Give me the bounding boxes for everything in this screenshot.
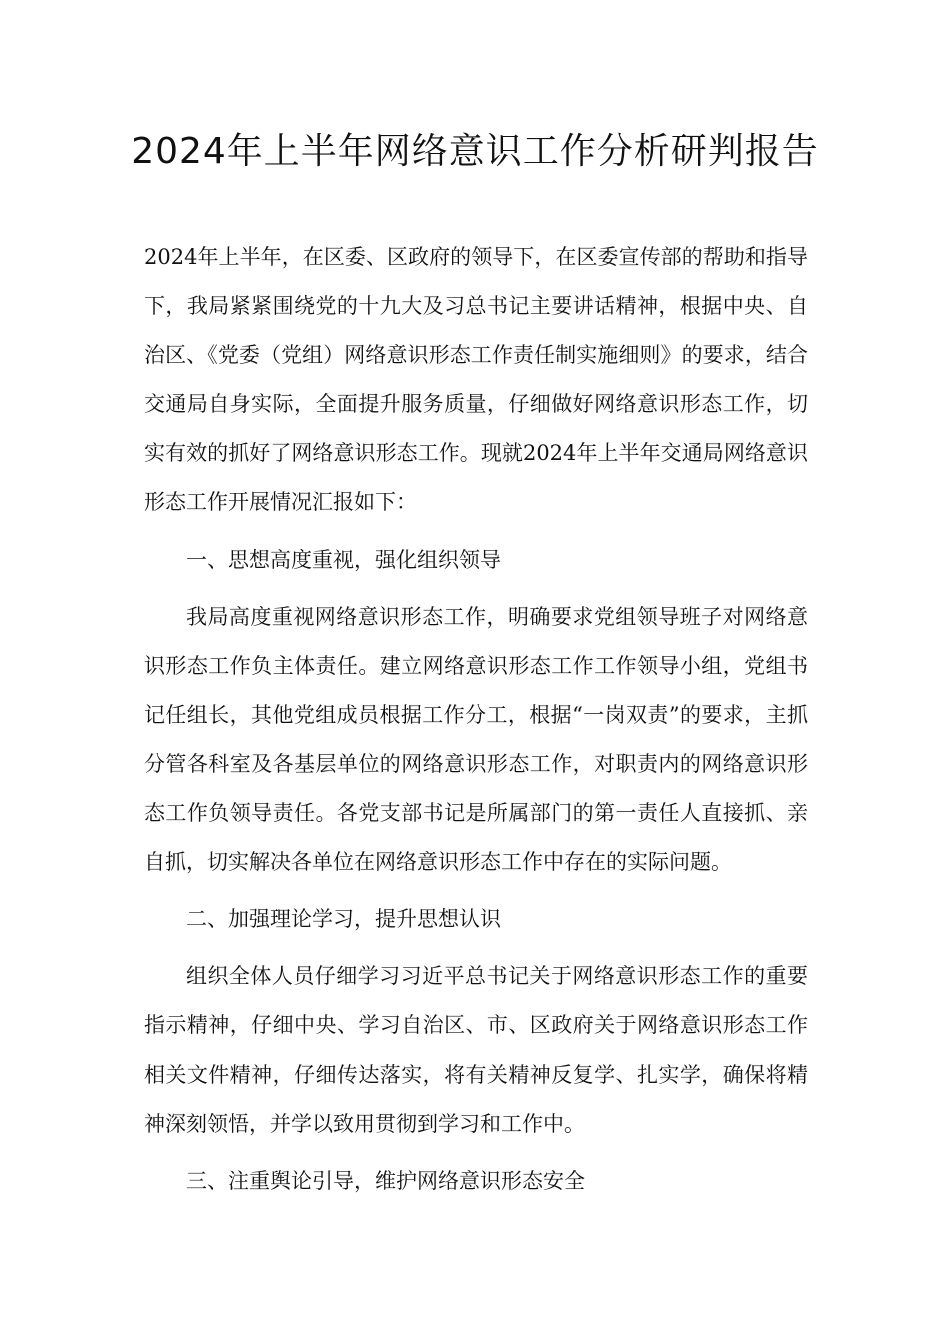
- section-heading-2: 二、加强理论学习，提升思想认识: [186, 907, 501, 932]
- section-heading-3: 三、注重舆论引导，维护网络意识形态安全: [186, 1168, 585, 1193]
- section-text-2: 组织全体人员仔细学习习近平总书记关于网络意识形态工作的重要指示精神，仔细中央、学习自治区、市、区政府关于网络意识形态工作相关文件精神，仔细传达落实，将有关精神反复学、扎实学，确保将精神深刻领悟，并学以致用贯彻到学习和工作中。: [144, 964, 808, 1136]
- document-body: [144, 233, 808, 1206]
- section-text-1: 我局高度重视网络意识形态工作，明确要求党组领导班子对网络意识形态工作负主体责任。建立网络意识形态工作工作领导小组，党组书记任组长，其他党组成员根据工作分工，根据“一岗双责”的要求，主抓分管各科室及各基层单位的网络意识形态工作，对职责内的网络意识形态工作负领导责任。各党支部书记是所属部门的第一责任人直接抓、亲自抓，切实解决各单位在网络意识形态工作中存在的实际问题。: [144, 604, 808, 875]
- intro-paragraph: 2024年上半年，在区委、区政府的领导下，在区委宣传部的帮助和指导下，我局紧紧围绕党的十九大及习总书记主要讲话精神，根据中央、自治区、《党委（党组）网络意识形态工作责任制实施细则》的要求，结合交通局自身实际，全面提升服务质量，仔细做好网络意识形态工作，切实有效的抓好了网络意识形态工作。现就2024年上半年交通局网络意识形态工作开展情况汇报如下：: [144, 245, 808, 515]
- section-heading-1: 一、思想高度重视，强化组织领导: [186, 547, 501, 572]
- document-title: 2024年上半年网络意识工作分析研判报告: [131, 131, 819, 172]
